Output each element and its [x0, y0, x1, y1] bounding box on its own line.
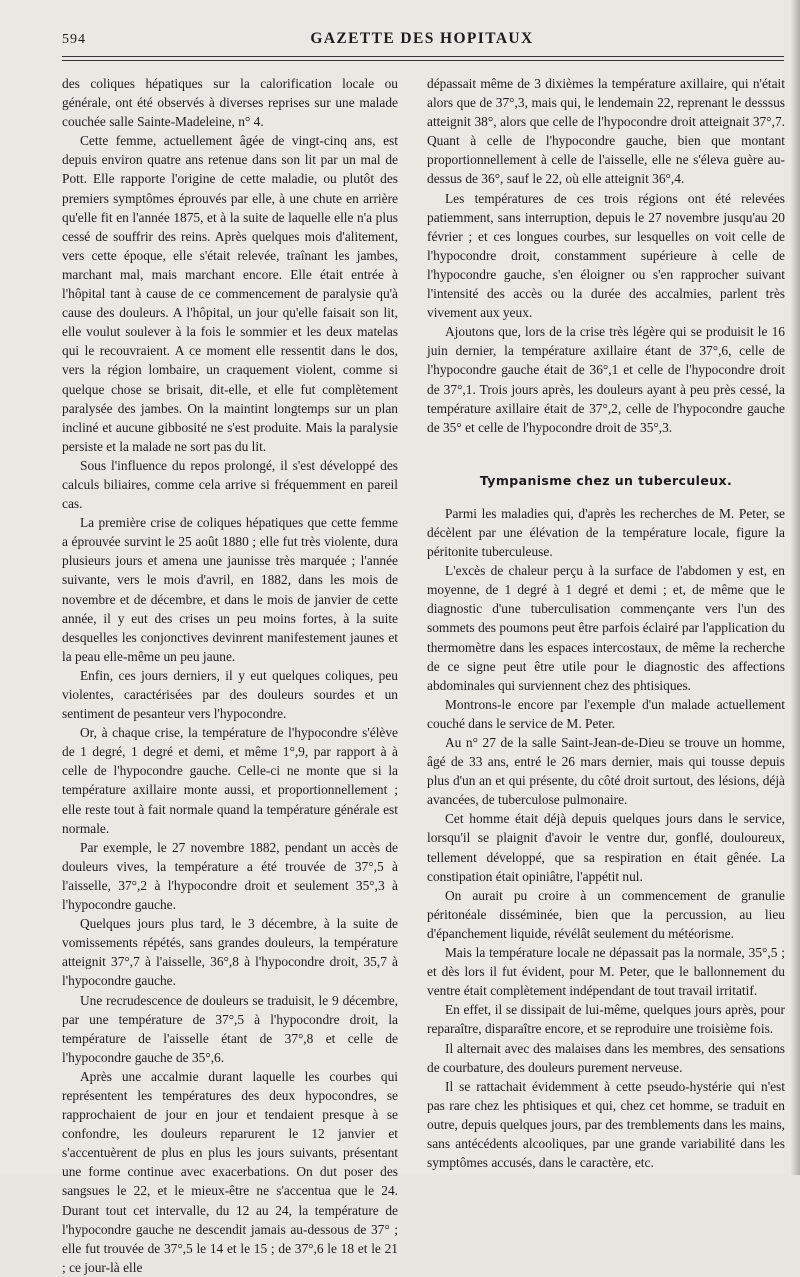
paragraph: Les températures de ces trois régions ont été relevées patiemment, sans interruption, depuis le 27 novembre jusqu'au 20 février ; et ces longues courbes, sur lesquelles on voit celle de l'hypocondre droit, constamment supérieure à celle de l'hypocondre gauche, s'en éloigner ou s'en rapprocher suivant l'intensité des accès ou la durée des accalmies, parlent très vivement aux yeux. [427, 190, 785, 321]
paragraph: Cet homme était déjà depuis quelques jours dans le service, lorsqu'il se plaignit d'avoir le ventre dur, gonflé, douloureux, tellement développé, que sa respiration en était gênée. La constipation était opiniâtre, l'appétit nul. [427, 811, 785, 884]
paragraph: Cette femme, actuellement âgée de vingt-cinq ans, est depuis environ quatre ans retenue dans son lit par un mal de Pott. Elle rapporte l'origine de cette maladie, ou plutôt des premiers symptômes éprouvés par elle, à une chute en arrière qu'elle fit en l'année 1875, et à la suite de laquelle elle n'a plus cessé de souffrir des reins. Après quelques mois d'alitement, vers cette époque, elle s'était relevée, traînant les jambes, marchant mal, mais marchant encore. Elle était entrée à l'hôpital tant à cause de ce commencement de paralysie qu'à cause des douleurs. A l'hôpital, un jour qu'elle faisait son lit, elle voulut soulever à la fois le sommier et les deux matelas qui le recouvraient. A ce moment elle ressentit dans le dos, vers la région lombaire, un craquement violent, comme si quelque chose se brisait, dit-elle, et elle fut complètement paralysée des jambes. On la maintint longtemps sur un plan incliné et aucune gibbosité ne s'est produite. Mais la paralysie persiste et la malade ne sort pas du lit. [62, 133, 398, 454]
journal-title: GAZETTE DES HOPITAUX [310, 30, 534, 47]
paragraph: En effet, il se dissipait de lui-même, quelques jours après, pour reparaître, disparaître encore, et se reproduire une troisième fois. [427, 1002, 785, 1037]
paragraph: L'excès de chaleur perçu à la surface de l'abdomen y est, en moyenne, de 1 degré à 1 degré et demi ; et, de même que le diagnostic d'une tuberculisation commençante vers l'un des sommets des poumons peut être parfois éclairé par l'application du thermomètre dans les espaces intercostaux, de même la recherche de ce signe peut être utile pour le diagnostic des affections abdominales qui surviennent chez des phtisiques. [427, 563, 785, 693]
paragraph: dépassait même de 3 dixièmes la température axillaire, qui n'était alors que de 37°,3, mais qui, le lendemain 22, reprenant le desssus atteignit 38°, alors que celle de l'hypocondre droit atteignait 37°,7. Quant à celle de l'hypocondre gauche, bien que montant proportionnellement à celle de l'aisselle, elle ne s'éleva guère au-dessus de 36°, sauf le 22, où elle atteignit 36°,4. [427, 76, 785, 187]
page-edge-shadow [790, 0, 800, 1175]
paragraph: Par exemple, le 27 novembre 1882, pendant un accès de douleurs vives, la température a été trouvée de 37°,5 à l'aisselle, 37°,2 à l'hypocondre droit et seulement 35°,3 à l'hypocondre gauche. [62, 839, 398, 913]
paragraph: On aurait pu croire à un commencement de granulie péritonéale disséminée, bien que la percussion, au lieu d'épanchement liquide, révélât seulement du météorisme. [427, 887, 785, 941]
paragraph: Mais la température locale ne dépassait pas la normale, 35°,5 ; et dès lors il fut évident, pour M. Peter, que le ballonnement du ventre était complètement indépendant de tout travail irritatif. [427, 945, 785, 999]
paragraph: Montrons-le encore par l'exemple d'un malade actuellement couché dans le service de M. Peter. [427, 696, 785, 731]
paragraph: La première crise de coliques hépatiques que cette femme a éprouvée survint le 25 août 1880 ; elle fut très violente, dura plusieurs jours et amena une jaunisse très marquée ; l'année suivante, vers le mois d'avril, en 1882, dans les mois de novembre et de décembre, et dans le mois de janvier de cette année, il y eut des crises un peu moins fortes, à la suite desquelles les conjonctives devinrent manifestement jaunes et la peau elle-même un peu jaune. [62, 515, 398, 664]
paragraph: Il se rattachait évidemment à cette pseudo-hystérie qui n'est pas rare chez les phtisiques et qui, chez cet homme, se traduit en outre, depuis quelques jours, par des tremblements dans les mains, sans antécédents alcooliques, par une grande variabilité dans les symptômes accusés, dans le caractère, etc. [427, 1078, 785, 1171]
paragraph: Ajoutons que, lors de la crise très légère qui se produisit le 16 juin dernier, la température axillaire étant de 37°,6, celle de l'hypocondre gauche était de 36°,1 et celle de l'hypocondre droit de 37°,1. Trois jours après, les douleurs ayant à peu près cessé, la température axillaire était de 37°,2, celle de l'hypocondre gauche de 35° et celle de l'hypocondre droit de 35°,3. [427, 324, 785, 435]
paragraph: Sous l'influence du repos prolongé, il s'est développé des calculs biliaires, comme cela arrive si fréquemment en pareil cas. [62, 457, 398, 512]
paragraph: des coliques hépatiques sur la calorification locale ou générale, ont été observés à diverses reprises sur une malade couchée salle Sainte-Madeleine, n° 4. [62, 76, 398, 130]
paragraph: Après une accalmie durant laquelle les courbes qui représentent les températures des deux hypocondres, se rapprochaient de jour en jour et tendaient presque à se confondre, les douleurs reparurent le 12 janvier et s'accentuèrent de plus en plus les jours suivants, présentant une forme continue avec exacerbations. On dut poser des sangsues le 22, et le mieux-être ne s'accentua que le 24. Durant tout cet intervalle, du 12 au 24, la température de l'hypocondre gauche ne descendit jamais au-dessous de 37° ; elle fut trouvée de 37°,5 le 14 et le 15 ; de 37°,6 le 18 et le 21 ; ce jour-là elle [62, 1068, 398, 1275]
paragraph: Quelques jours plus tard, le 3 décembre, à la suite de vomissements répétés, sans grandes douleurs, la température atteignit 37°,7 à l'aisselle, 36°,8 à l'hypocondre droit, 35,7 à l'hypocondre gauche. [62, 916, 398, 989]
page-number: 594 [62, 32, 86, 47]
paragraph: Il alternait avec des malaises dans les membres, des sensations de courbature, des douleurs purement nerveuse. [427, 1040, 785, 1075]
header-rule-top [62, 56, 784, 57]
paragraph: Au n° 27 de la salle Saint-Jean-de-Dieu se trouve un homme, âgé de 33 ans, entré le 26 mars dernier, mais qui tousse depuis plus d'un an et qui présente, du côté droit surtout, des lésions, déjà avancées, de tuberculose pulmonaire. [427, 735, 785, 808]
section-heading: Tympanisme chez un tuberculeux. [479, 472, 733, 488]
page-header [62, 30, 782, 54]
right-column [427, 74, 785, 1172]
header-rule-bottom [62, 60, 784, 61]
left-column [62, 74, 398, 1277]
paragraph: Parmi les maladies qui, d'après les recherches de M. Peter, se décèlent par une élévation de la température locale, figure la péritonite tuberculeuse. [427, 505, 785, 560]
paragraph: Or, à chaque crise, la température de l'hypocondre s'élève de 1 degré, 1 degré et demi, et même 1°,9, par rapport à à celle de l'hypocondre gauche. Celle-ci ne monte que si la température axillaire monte aussi, et proportionnellement ; elle reste tout à fait normale quand la température générale est normale. [62, 725, 398, 836]
paragraph: Enfin, ces jours derniers, il y eut quelques coliques, peu violentes, caractérisées par des douleurs sourdes et un sentiment de pesanteur vers l'hypocondre. [62, 667, 398, 722]
paragraph: Une recrudescence de douleurs se traduisit, le 9 décembre, par une température de 37°,5 à l'hypocondre droit, la température de l'aisselle étant de 37°,8 et celle de l'hypocondre gauche de 35°,6. [62, 992, 398, 1065]
